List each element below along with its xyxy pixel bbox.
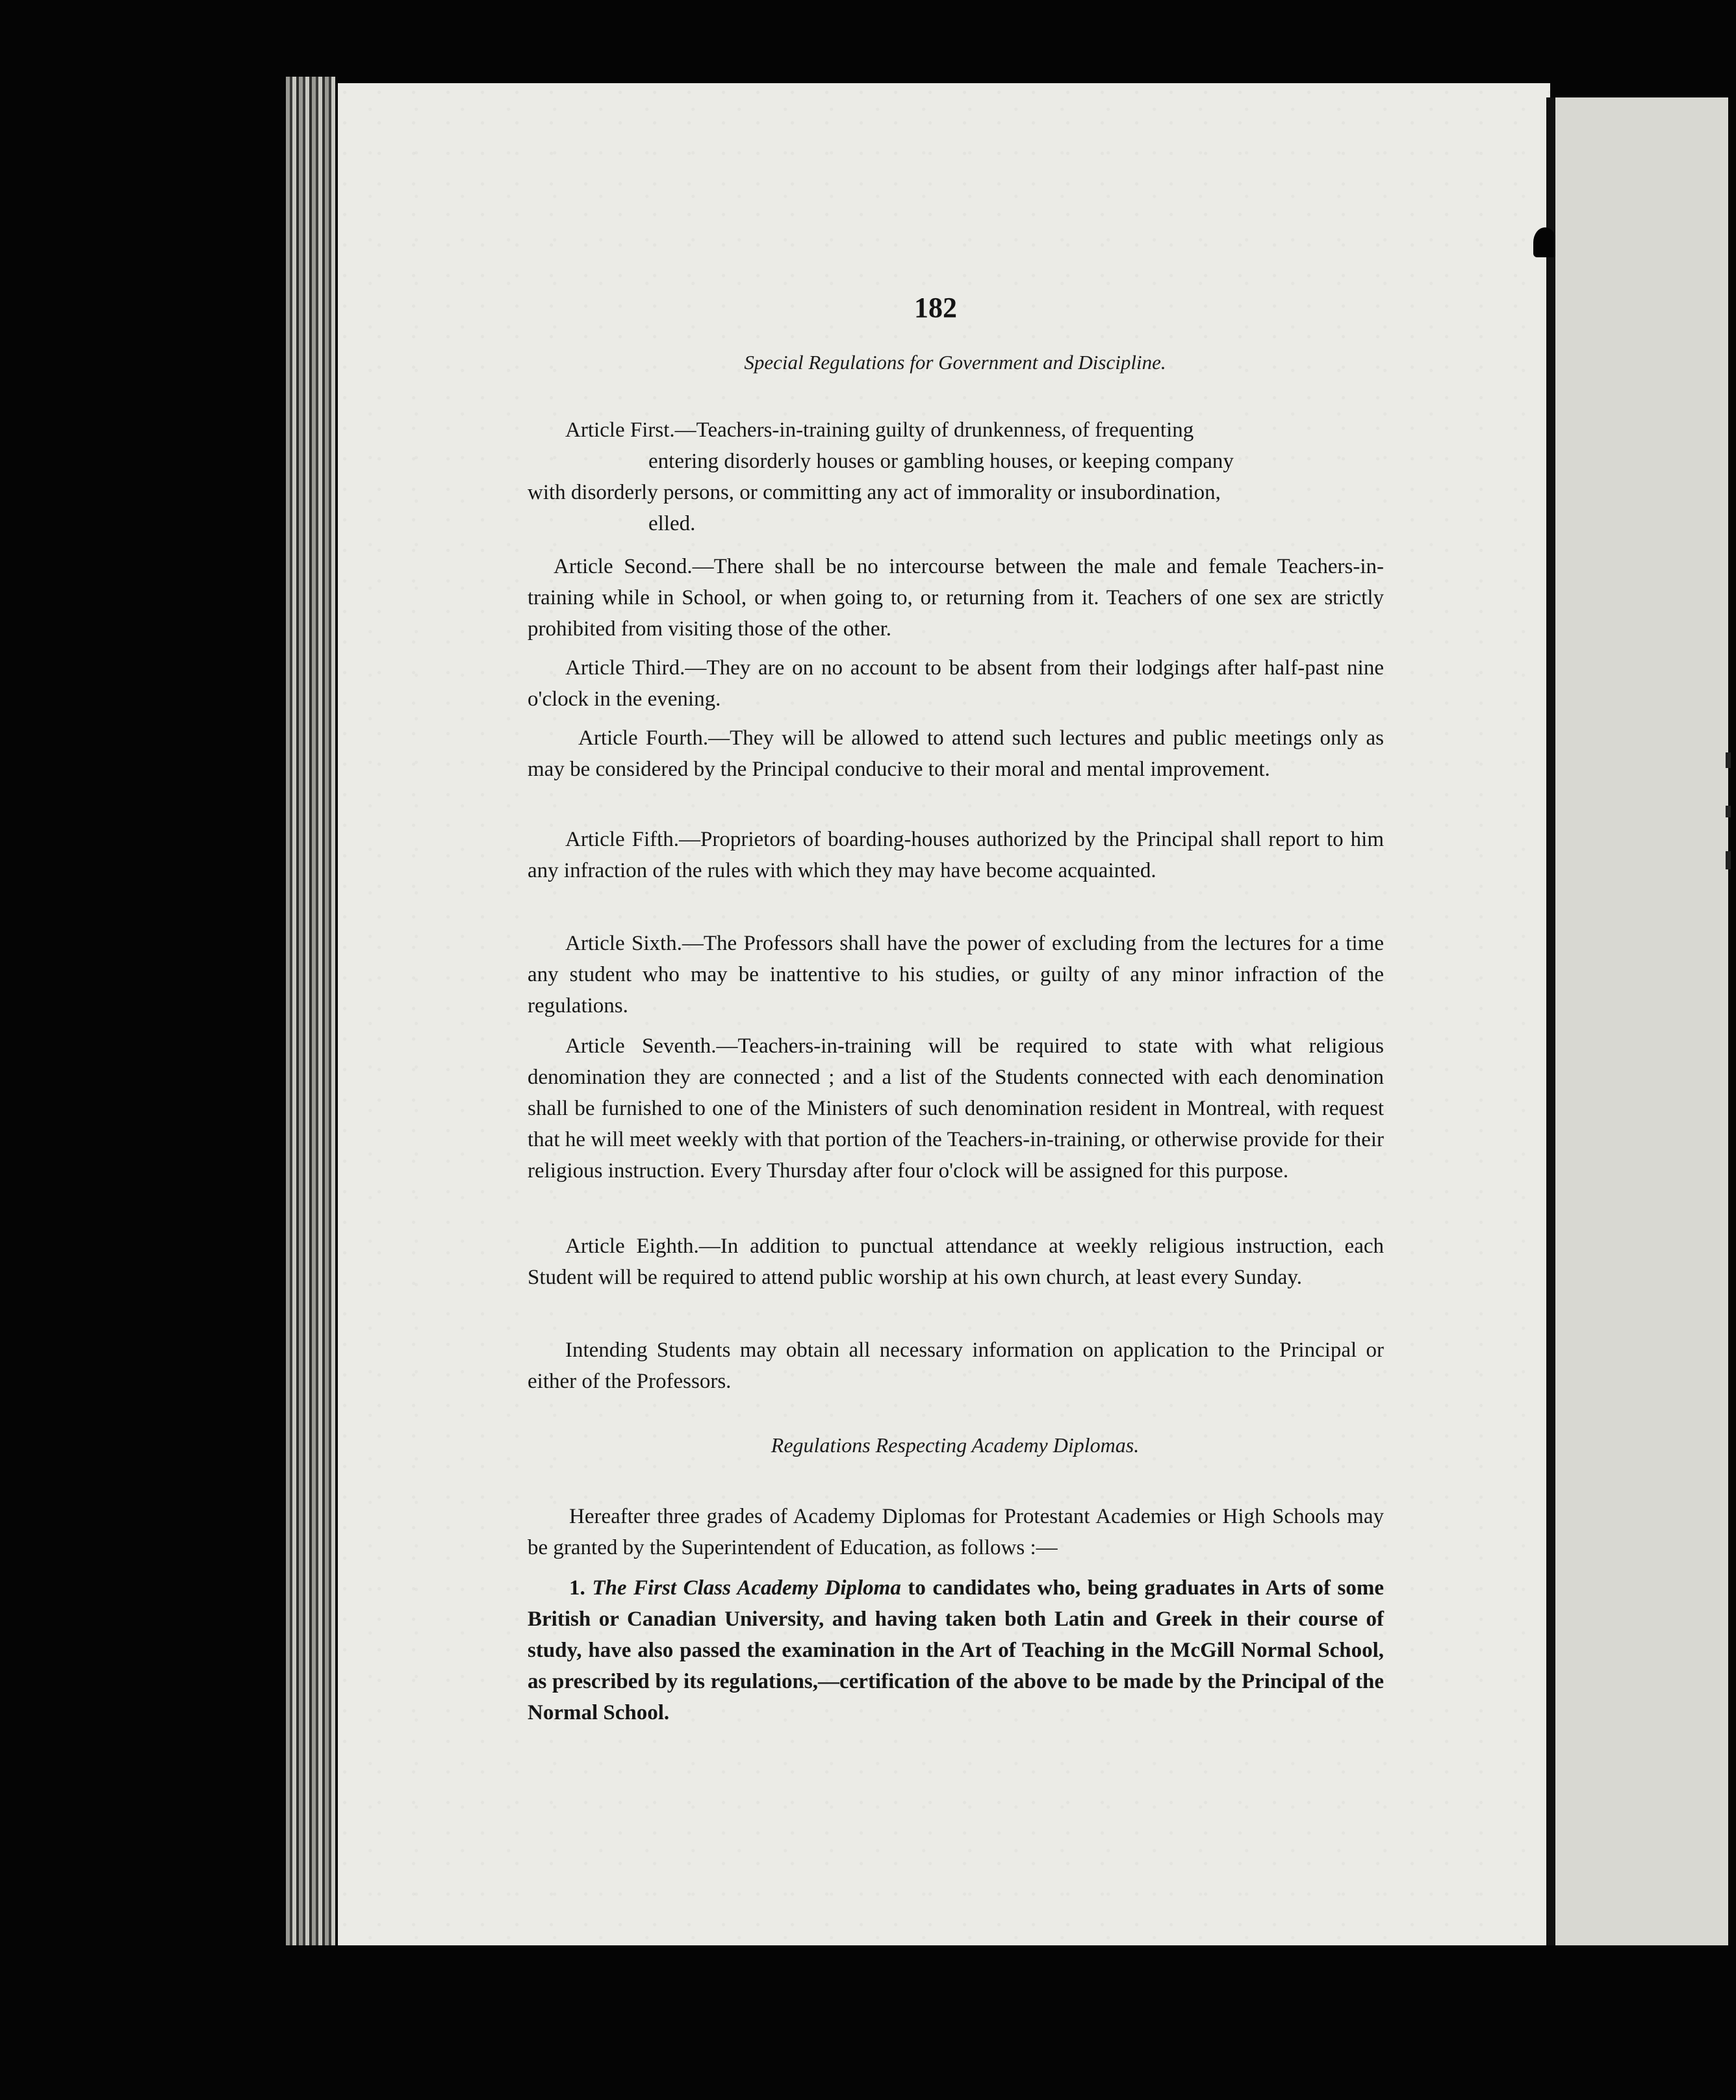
article-eighth: Article Eighth.—In addition to punctual attendance at weekly religious instruction, each Student will be required to attend public worship at his own church, at least every Sunday. [528, 1235, 1384, 1289]
diploma-first-class [528, 1572, 1384, 1728]
article-first [528, 415, 1384, 539]
article-fifth: Article Fifth.—Proprietors of boarding-houses authorized by the Principal shall report to him any infraction of the rules with which they may have become acquainted. [528, 828, 1384, 882]
section-heading-diplomas: Regulations Respecting Academy Diplomas. [771, 1433, 1140, 1457]
article-first-line: entering disorderly houses or gambling houses, or keeping company [648, 450, 1234, 473]
book-page-edges [286, 77, 335, 1945]
diploma-numeral: 1. [569, 1576, 585, 1600]
article-fourth: Article Fourth.—They will be allowed to attend such lectures and public meetings only as may be considered by the Principal conducive to their moral and mental improvement. [528, 726, 1384, 781]
article-seventh: Article Seventh.—Teachers-in-training will be required to state with what religious denomination they are connected ; and a list of the Students connected with each denomination shall be furnished to one of the Ministers of such denomination resident in Montreal, with request that he will meet weekly with that portion of the Teachers-in-training, or otherwise provide for their religious instruction. Every Thursday after four o'clock will be assigned for this purpose. [528, 1034, 1384, 1183]
article-second: Article Second.—There shall be no intercourse between the male and female Teachers-in-training while in School, or when going to, or returning from it. Teachers of one sex are strictly prohibited from visiting those of the other. [528, 555, 1384, 641]
book-gutter [1546, 97, 1555, 1945]
article-first-line: elled. [648, 512, 696, 535]
article-first-line: with disorderly persons, or committing any act of immorality or insubordination, [528, 481, 1221, 504]
diploma-description: to candidates who, being graduates in Arts of some British or Canadian University, and having taken both Latin and Greek in their course of study, have also passed the examination in the Art of Teaching in the McGill Normal School, as prescribed by its regulations,—certification of the above to be made by the Principal of the Normal School. [528, 1576, 1384, 1724]
page-number: 182 [914, 292, 957, 324]
article-sixth: Article Sixth.—The Professors shall have the power of excluding from the lectures for a time any student who may be inattentive to his studies, or guilty of any minor infraction of the regulations. [528, 932, 1384, 1018]
article-first-line: Article First.—Teachers-in-training guilty of drunkenness, of frequenting [565, 418, 1194, 442]
diploma-title: The First Class Academy Diploma [592, 1576, 901, 1600]
gutter-clip [1533, 227, 1557, 257]
section-heading-discipline: Special Regulations for Government and Discipline. [744, 351, 1166, 374]
closing-note: Intending Students may obtain all necessary information on application to the Principal or either of the Professors. [528, 1338, 1384, 1393]
facing-page-edge [1555, 97, 1728, 1945]
diplomas-intro: Hereafter three grades of Academy Diplomas for Protestant Academies or High Schools may be granted by the Superintendent of Education, as follows :— [528, 1505, 1384, 1559]
article-third: Article Third.—They are on no account to be absent from their lodgings after half-past nine o'clock in the evening. [528, 656, 1384, 711]
